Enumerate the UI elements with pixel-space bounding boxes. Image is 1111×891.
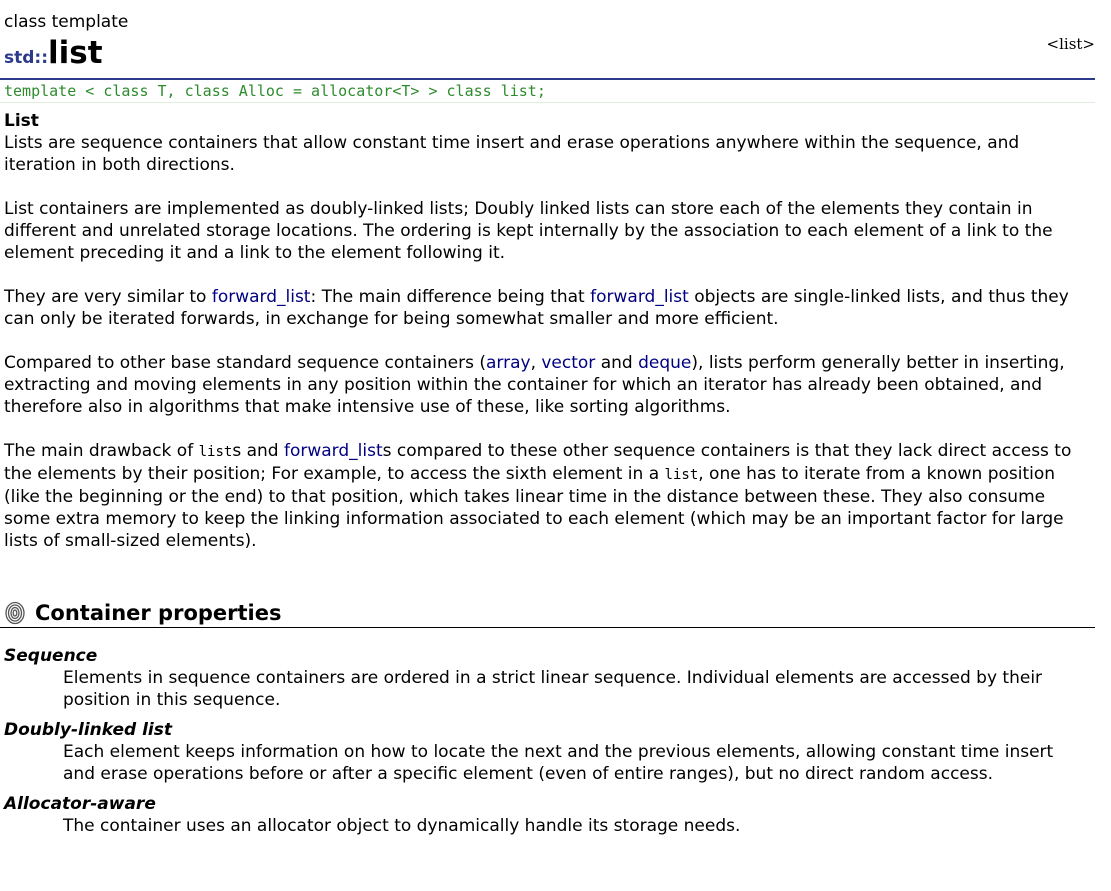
text: , one has to iterate from a known position (like the beginning or the end) to that position, which takes linear time in the distance between these. They also consume some extra memory to keep the linking information associated to each element (which may be an important factor for large lists of small-sized elements). bbox=[4, 464, 1064, 551]
header-file-label: <list> bbox=[1046, 35, 1095, 53]
section-title: Container properties bbox=[35, 601, 282, 625]
header-divider bbox=[0, 78, 1095, 80]
array-link[interactable]: array bbox=[485, 353, 531, 373]
description-heading: List bbox=[4, 111, 39, 131]
text: s and bbox=[232, 441, 284, 461]
deque-link[interactable]: deque bbox=[638, 353, 692, 373]
template-declaration: template < class T, class Alloc = allocator<T> > class list; bbox=[0, 82, 1095, 103]
description-paragraph-1: Lists are sequence containers that allow constant time insert and erase operations anywhere within the sequence, and iteration in both directions. bbox=[4, 133, 1020, 175]
property-term: Doubly-linked list bbox=[4, 720, 172, 740]
vector-link[interactable]: vector bbox=[541, 353, 596, 373]
text: s compared to these other sequence containers is that they lack direct access to the elements by their position; For example, to access the sixth element in a bbox=[4, 441, 1072, 484]
namespace-label: std:: bbox=[4, 48, 49, 68]
text: ), lists perform generally better in inserting, extracting and moving elements in any position within the container for which an iterator has already been obtained, and therefore also in algorithms that make intensive use of these, like sorting algorithms. bbox=[4, 353, 1065, 417]
container-properties-header bbox=[0, 600, 1095, 628]
fingerprint-icon bbox=[4, 601, 26, 625]
text: The main drawback of bbox=[4, 441, 199, 461]
property-term: Sequence bbox=[4, 646, 98, 666]
class-name: list bbox=[48, 35, 103, 71]
property-definition: Each element keeps information on how to locate the next and the previous elements, allowing constant time insert and erase operations before or after a specific element (even of entire ranges), but no direct random access. bbox=[63, 742, 1054, 784]
description-paragraph-4 bbox=[4, 352, 1094, 418]
text: They are very similar to bbox=[4, 287, 212, 307]
text: , bbox=[530, 353, 542, 373]
description-paragraph-3 bbox=[4, 286, 1094, 330]
forward-list-link[interactable]: forward_list bbox=[283, 441, 383, 461]
property-definition: The container uses an allocator object to dynamically handle its storage needs. bbox=[63, 816, 741, 836]
properties-list bbox=[4, 645, 1084, 845]
text: : The main difference being that bbox=[310, 287, 591, 307]
page-title bbox=[4, 34, 103, 77]
text: and bbox=[595, 353, 639, 373]
text: Compared to other base standard sequence containers ( bbox=[4, 353, 486, 373]
property-term: Allocator-aware bbox=[4, 794, 156, 814]
description-paragraph-5 bbox=[4, 440, 1094, 552]
description bbox=[4, 110, 1094, 574]
text: objects are single-linked lists, and thus they can only be iterated forwards, in exchange for being somewhat smaller and more efficient. bbox=[4, 287, 1069, 329]
property-definition: Elements in sequence containers are ordered in a strict linear sequence. Individual elements are accessed by their position in this sequence. bbox=[63, 668, 1043, 710]
forward-list-link[interactable]: forward_list bbox=[211, 287, 311, 307]
code-list: list bbox=[664, 467, 699, 483]
page-kind: class template bbox=[4, 12, 129, 32]
description-paragraph-2: List containers are implemented as doubly-linked lists; Doubly linked lists can store each of the elements they contain in different and unrelated storage locations. The ordering is kept internally by the association to each element of a link to the element preceding it and a link to the element following it. bbox=[4, 199, 1053, 263]
forward-list-link[interactable]: forward_list bbox=[590, 287, 689, 307]
code-list: list bbox=[198, 444, 233, 460]
